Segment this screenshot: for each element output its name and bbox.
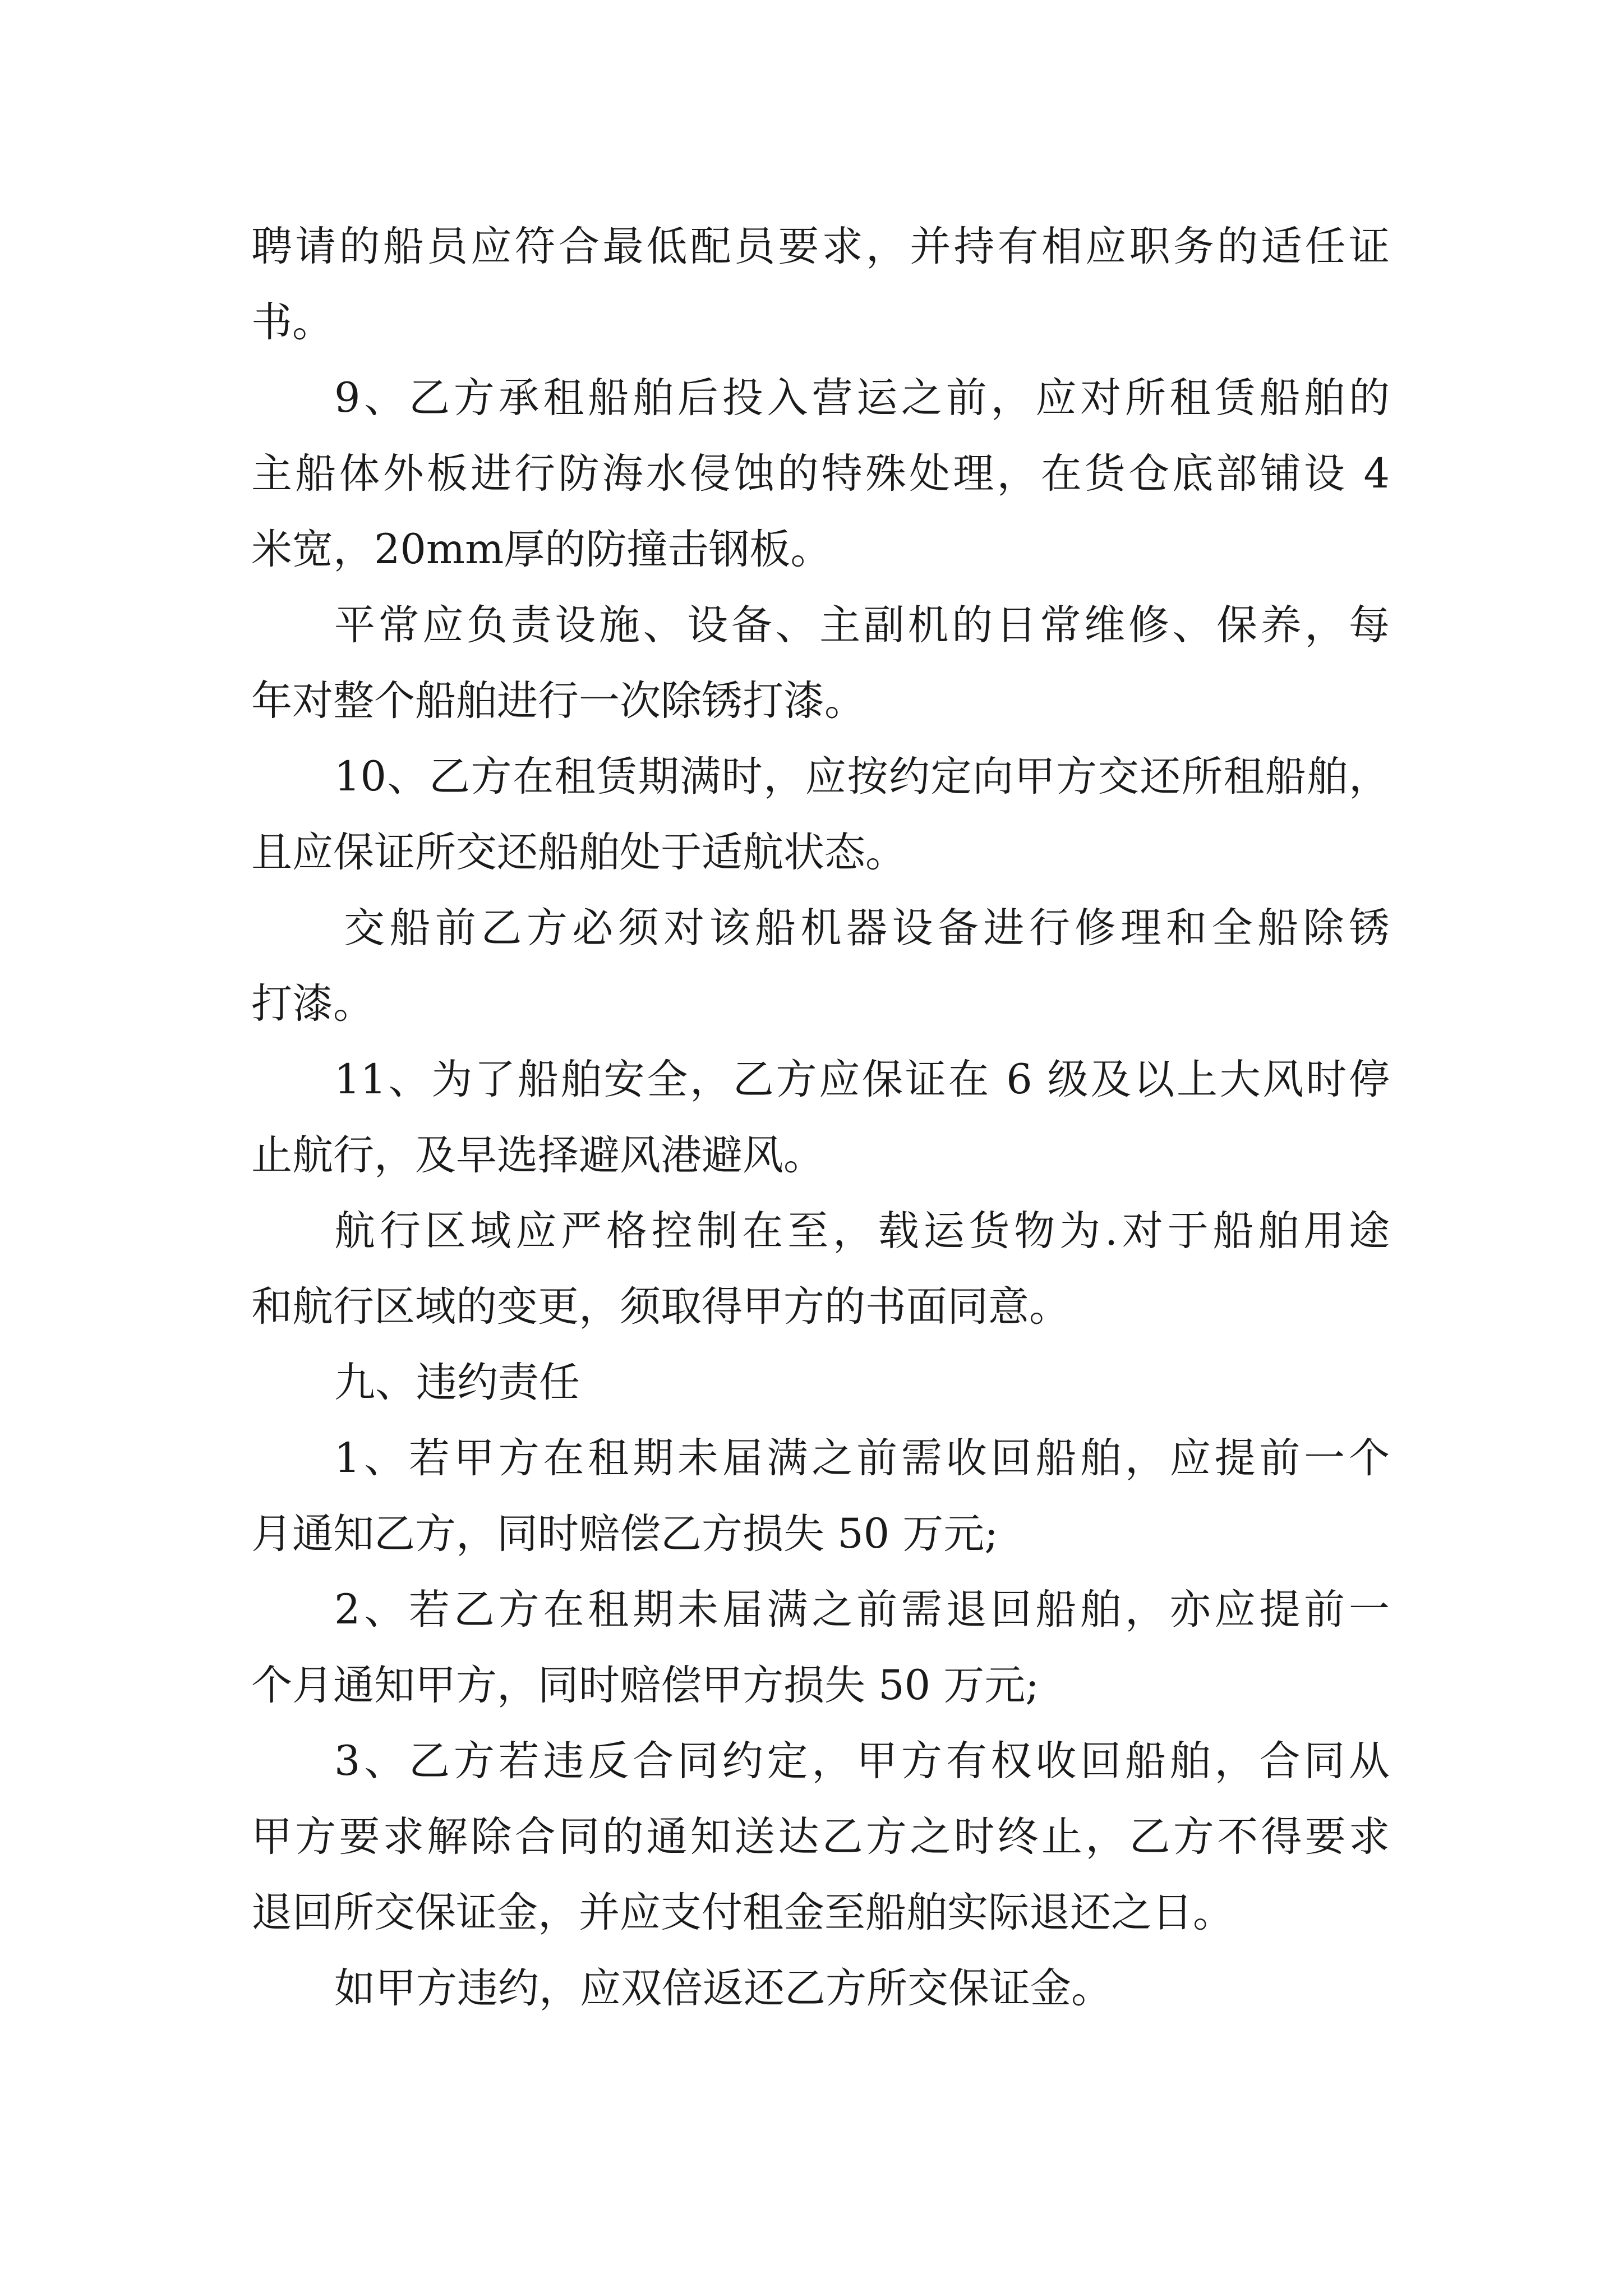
- text-line: 聘请的船员应符合最低配员要求，并持有相应职务的适任证: [251, 223, 1390, 270]
- text-line: 1、若甲方在租期未届满之前需收回船舶，应提前一个: [334, 1434, 1390, 1482]
- text-line: 9、乙方承租船舶后投入营运之前，应对所租赁船舶的: [334, 374, 1390, 422]
- document-body: [251, 209, 1390, 2026]
- text-line: 书。: [251, 298, 333, 346]
- text-line: 主船体外板进行防海水侵蚀的特殊处理，在货仓底部铺设 4: [251, 450, 1390, 498]
- text-line: 且应保证所交还船舶处于适航状态。: [251, 829, 906, 876]
- section-heading: 九、违约责任: [334, 1359, 580, 1406]
- text-line: 航行区域应严格控制在至，载运货物为.对于船舶用途: [334, 1207, 1390, 1255]
- text-line: 11、为了船舶安全，乙方应保证在 6 级及以上大风时停: [334, 1056, 1390, 1103]
- text-line: 甲方要求解除合同的通知送达乙方之时终止，乙方不得要求: [251, 1813, 1390, 1861]
- text-line: 如甲方违约，应双倍返还乙方所交保证金。: [334, 1964, 1112, 2012]
- text-line: 10、乙方在租赁期满时，应按约定向甲方交还所租船舶，: [334, 753, 1390, 800]
- text-line: 退回所交保证金，并应支付租金至船舶实际退还之日。: [251, 1889, 1234, 1936]
- text-line: 月通知乙方，同时赔偿乙方损失 50 万元;: [251, 1510, 998, 1558]
- text-line: 和航行区域的变更，须取得甲方的书面同意。: [251, 1283, 1070, 1331]
- text-line: 个月通知甲方，同时赔偿甲方损失 50 万元;: [251, 1662, 1039, 1709]
- text-line: 交船前乙方必须对该船机器设备进行修理和全船除锈: [344, 904, 1390, 952]
- text-line: 平常应负责设施、设备、主副机的日常维修、保养，每: [334, 601, 1390, 649]
- text-line: 打漆。: [251, 980, 374, 1028]
- text-line: 止航行，及早选择避风港避风。: [251, 1131, 824, 1179]
- text-line: 年对整个船舶进行一次除锈打漆。: [251, 677, 865, 725]
- text-line: 2、若乙方在租期未届满之前需退回船舶，亦应提前一: [334, 1586, 1390, 1634]
- text-line: 3、乙方若违反合同约定，甲方有权收回船舶，合同从: [334, 1737, 1390, 1785]
- text-line: 米宽，20mm厚的防撞击钢板。: [251, 526, 832, 573]
